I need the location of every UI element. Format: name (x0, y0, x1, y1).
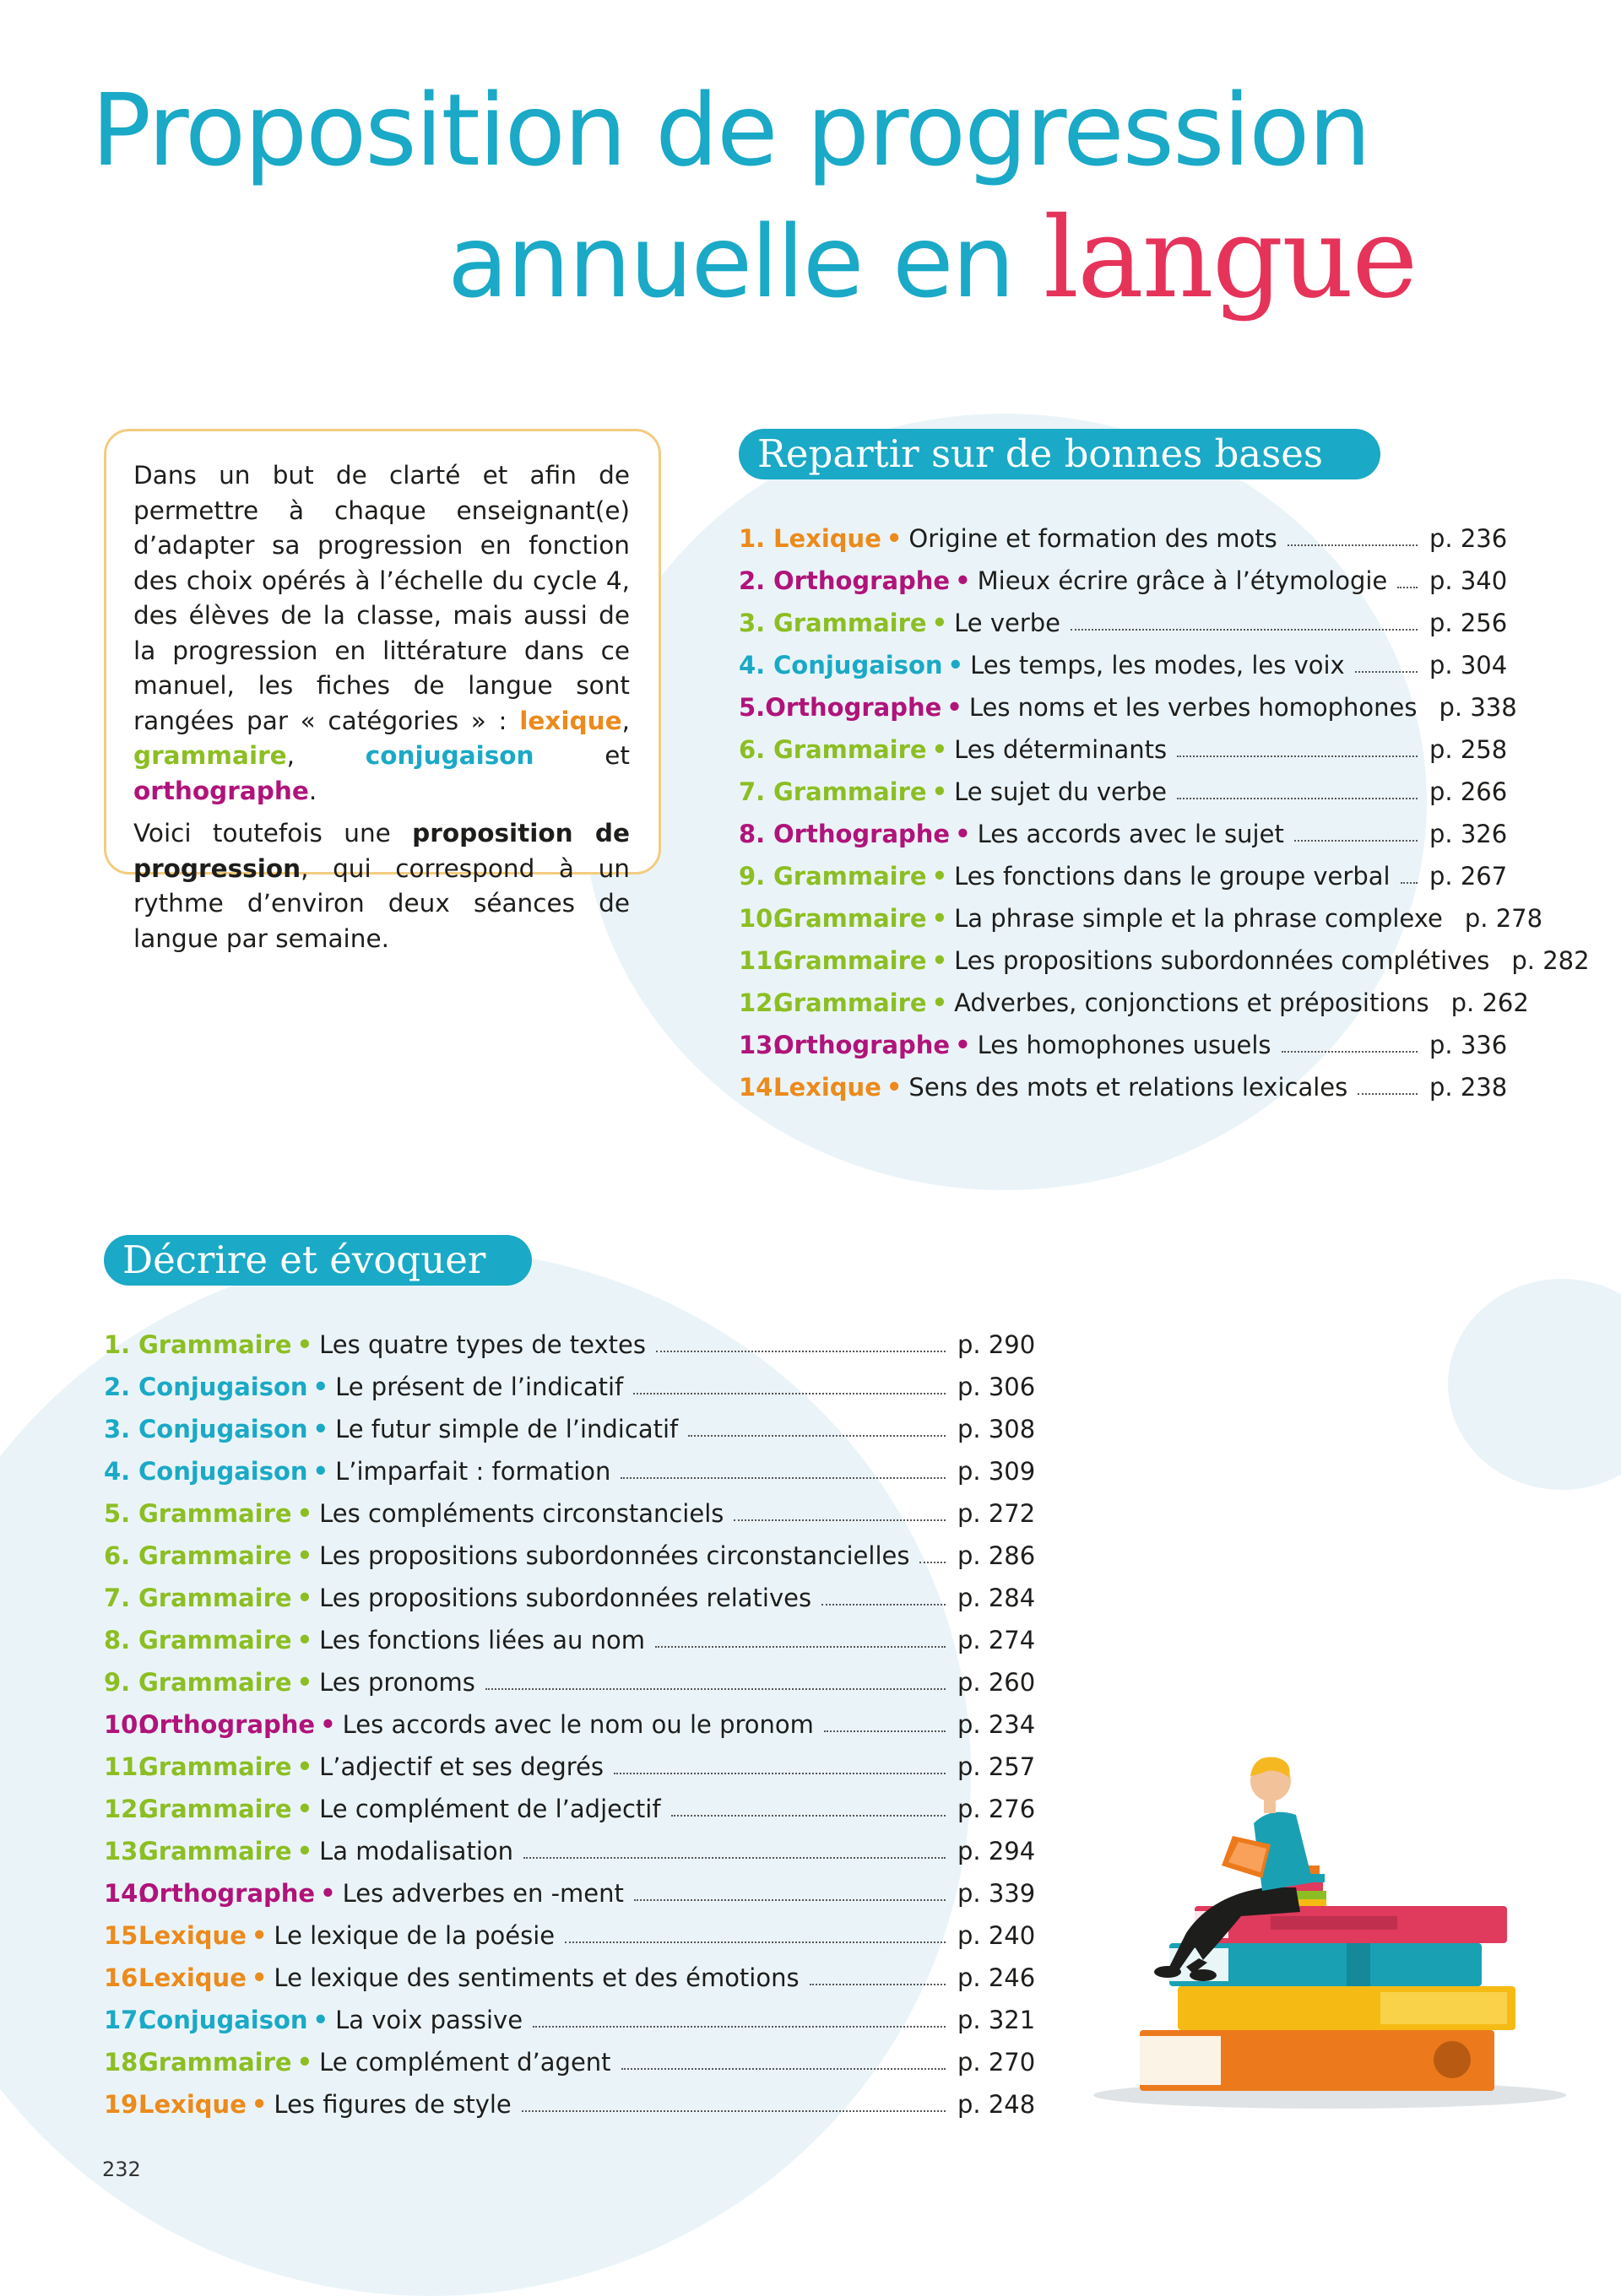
bullet-icon: • (312, 1373, 329, 1401)
toc-item (104, 1450, 1036, 1492)
bullet-icon: • (320, 1879, 336, 1908)
toc-item-topic: Le complément d’agent (319, 2048, 611, 2077)
toc-item (739, 602, 1508, 644)
toc-item-page: p. 274 (957, 1626, 1036, 1654)
toc-item (104, 1872, 1036, 1914)
toc-item (104, 1324, 1036, 1366)
toc-item-number: 7. (739, 777, 766, 806)
toc-item-topic: Mieux écrire grâce à l’étymologie (977, 566, 1388, 595)
toc-item (104, 1535, 1036, 1577)
toc-item-page: p. 336 (1429, 1031, 1508, 1059)
toc-item-topic: La voix passive (335, 2006, 523, 2034)
intro-box (104, 429, 661, 953)
bullet-icon: • (931, 988, 948, 1017)
toc-item (104, 2041, 1036, 2083)
intro-paragraph-2: Voici toutefois une proposition de progression, qui correspond à un rythme d’environ deux séances de langue par semaine. (133, 819, 630, 953)
toc-item-page: p. 304 (1429, 651, 1508, 680)
toc-item-page: p. 339 (957, 1879, 1036, 1908)
dot-leader (523, 1857, 946, 1859)
toc-item-page: p. 306 (957, 1373, 1036, 1401)
toc-item-category: Conjugaison (138, 1373, 308, 1401)
toc-item-topic: L’imparfait : formation (335, 1457, 611, 1486)
toc-item-category: Conjugaison (138, 2006, 308, 2034)
toc-item (104, 2083, 1036, 2125)
toc-item-number: 18. (104, 2048, 148, 2077)
toc-item-topic: Les temps, les modes, les voix (970, 651, 1345, 680)
dot-leader (634, 1899, 946, 1901)
toc-item-number: 11. (104, 1752, 148, 1781)
toc-item (739, 686, 1517, 728)
bullet-icon: • (296, 1330, 313, 1359)
toc-item-page: p. 260 (957, 1668, 1036, 1697)
toc-item-number: 7. (104, 1584, 131, 1612)
toc-item-page: p. 258 (1429, 735, 1508, 764)
toc-item-topic: Les compléments circonstanciels (319, 1499, 724, 1528)
dot-leader (1288, 544, 1418, 546)
toc-item-topic: Les propositions subordonnées complétives (954, 946, 1490, 975)
toc-item-topic: Le complément de l’adjectif (319, 1795, 661, 1823)
toc-item-category: Grammaire (138, 1837, 292, 1866)
toc-item-topic: Le futur simple de l’indicatif (335, 1415, 679, 1443)
toc-item (739, 771, 1508, 813)
bullet-icon: • (946, 693, 962, 722)
toc-item-number: 3. (104, 1415, 131, 1443)
toc-item-category: Grammaire (773, 988, 927, 1017)
bullet-icon: • (931, 777, 948, 806)
toc-item (104, 1408, 1036, 1450)
toc-item (739, 517, 1508, 560)
bullet-icon: • (931, 735, 948, 764)
intro-paragraph-1: Dans un but de clarté et afin de permettre à chaque enseignant(e) d’adapter sa progression en fonction des choix opérés à l’échelle du cycle 4, des élèves de la classe, mais aussi de la progression en littérature dans ce manuel, les fiches de langue sont rangées par « catégories » : lexique, grammaire, conjugaison et orthographe. (133, 461, 630, 805)
toc-item-topic: Le verbe (954, 609, 1061, 637)
toc-item-page: p. 236 (1429, 524, 1508, 553)
toc-item-category: Grammaire (138, 1752, 292, 1781)
bullet-icon: • (312, 1457, 329, 1486)
toc-item-topic: Le lexique de la poésie (274, 1921, 556, 1950)
dot-leader (533, 2026, 946, 2028)
bullet-icon: • (312, 2006, 329, 2034)
dot-leader (633, 1393, 946, 1394)
toc-item-topic: Sens des mots et relations lexicales (908, 1073, 1348, 1102)
toc-item (739, 940, 1590, 982)
dot-leader (671, 1815, 946, 1817)
toc-item-category: Lexique (773, 1073, 881, 1102)
toc-item-category: Grammaire (773, 946, 927, 975)
toc-item-number: 8. (104, 1626, 131, 1654)
dot-leader (655, 1646, 946, 1648)
toc-item (104, 1492, 1036, 1535)
keyword-conjugaison: conjugaison (365, 741, 534, 770)
dot-leader (614, 1773, 946, 1774)
bullet-icon: • (251, 2090, 268, 2119)
toc-item-topic: Les fonctions dans le groupe verbal (954, 862, 1391, 891)
dot-leader (522, 2110, 946, 2112)
toc-item-page: p. 294 (957, 1837, 1036, 1866)
dot-leader (565, 1941, 946, 1943)
bullet-icon: • (931, 609, 948, 637)
bullet-icon: • (296, 1584, 313, 1612)
toc-item-number: 10. (739, 904, 783, 933)
toc-item-topic: Les homophones usuels (977, 1031, 1271, 1059)
toc-item-topic: Le présent de l’indicatif (335, 1373, 624, 1401)
toc-item (104, 1788, 1036, 1830)
toc-item (739, 1066, 1508, 1108)
bullet-icon: • (312, 1415, 329, 1443)
toc-item-page: p. 326 (1429, 820, 1508, 848)
toc-item-page: p. 286 (957, 1541, 1036, 1570)
dot-leader (1177, 755, 1418, 757)
toc-item (739, 855, 1508, 897)
bullet-icon: • (251, 1921, 268, 1950)
bullet-icon: • (886, 524, 903, 553)
toc-item-page: p. 272 (957, 1499, 1036, 1528)
toc-item-number: 13. (739, 1031, 783, 1059)
toc-item-category: Grammaire (773, 735, 927, 764)
bullet-icon: • (296, 1752, 313, 1781)
dot-leader (621, 1477, 946, 1479)
page-title-line1: Proposition de progression (91, 72, 1370, 188)
toc-item-category: Orthographe (138, 1879, 316, 1908)
toc-item-number: 16. (104, 1963, 148, 1992)
toc-item-page: p. 276 (957, 1795, 1036, 1823)
toc-item-topic: Les fonctions liées au nom (319, 1626, 645, 1654)
toc-item (739, 560, 1508, 602)
toc-item-topic: Adverbes, conjonctions et prépositions (954, 988, 1429, 1017)
toc-item-category: Grammaire (773, 904, 927, 933)
toc-item-number: 1. (739, 524, 766, 553)
toc-item-page: p. 290 (957, 1330, 1036, 1359)
dot-leader (1358, 1093, 1418, 1095)
bullet-icon: • (955, 820, 971, 848)
toc-item-category: Lexique (773, 524, 881, 553)
toc-item-topic: La modalisation (319, 1837, 514, 1866)
toc-item-category: Grammaire (773, 609, 927, 637)
toc-item-topic: Les accords avec le sujet (977, 820, 1284, 848)
toc-item-topic: Les propositions subordonnées circonstancielles (319, 1541, 910, 1570)
toc-item-category: Lexique (138, 1963, 247, 1992)
toc-item-number: 19. (104, 2090, 148, 2119)
bullet-icon: • (931, 946, 948, 975)
bullet-icon: • (886, 1073, 903, 1102)
bullet-icon: • (931, 862, 948, 891)
toc-item-category: Lexique (138, 1921, 247, 1950)
bullet-icon: • (296, 1626, 313, 1654)
toc-item (104, 1661, 1036, 1703)
toc-item-topic: Le sujet du verbe (954, 777, 1168, 806)
toc-item-page: p. 338 (1439, 693, 1517, 722)
toc-item-category: Conjugaison (138, 1457, 308, 1486)
toc-item-category: Grammaire (138, 1668, 292, 1697)
toc-item-number: 9. (104, 1668, 131, 1697)
toc-item-category: Lexique (138, 2090, 247, 2119)
dot-leader (919, 1562, 946, 1563)
dot-leader (485, 1688, 946, 1690)
toc-item-topic: Les figures de style (274, 2090, 512, 2119)
bullet-icon: • (296, 2048, 313, 2077)
toc-item-page: p. 262 (1450, 988, 1529, 1017)
toc-item-category: Conjugaison (773, 651, 943, 680)
dot-leader (1355, 671, 1418, 673)
toc-item-category: Grammaire (138, 1541, 292, 1570)
toc-item-category: Grammaire (138, 1499, 292, 1528)
section-heading-repartir: Repartir sur de bonnes bases (739, 429, 1380, 479)
toc-item (104, 1830, 1036, 1872)
toc-item-topic: Les noms et les verbes homophones (968, 693, 1418, 722)
page-title-line2 (447, 193, 1417, 323)
toc-item-topic: Les déterminants (954, 735, 1168, 764)
toc-item-page: p. 246 (957, 1963, 1036, 1992)
toc-item-page: p. 308 (957, 1415, 1036, 1443)
toc-item-category: Orthographe (765, 693, 942, 722)
section-heading-decrire: Décrire et évoquer (104, 1235, 532, 1286)
toc-item (104, 1957, 1036, 1999)
toc-item (739, 813, 1508, 855)
bullet-icon: • (955, 566, 971, 595)
toc-item-number: 5. (739, 693, 766, 722)
bullet-icon: • (296, 1541, 313, 1570)
toc-item-category: Orthographe (138, 1710, 316, 1739)
toc-item-page: p. 282 (1511, 946, 1590, 975)
toc-item-number: 9. (739, 862, 766, 891)
toc-item-number: 3. (739, 609, 766, 637)
toc-item-category: Orthographe (773, 566, 951, 595)
toc-item (739, 728, 1508, 771)
toc-item-page: p. 248 (957, 2090, 1036, 2119)
bullet-icon: • (296, 1795, 313, 1823)
toc-item-number: 8. (739, 820, 766, 848)
toc-item (739, 897, 1543, 940)
toc-item-page: p. 266 (1429, 777, 1508, 806)
toc-item-number: 15. (104, 1921, 148, 1950)
bullet-icon: • (320, 1710, 336, 1739)
toc-item-category: Grammaire (773, 862, 927, 891)
toc-item-number: 10. (104, 1710, 148, 1739)
dot-leader (1294, 840, 1418, 842)
keyword-grammaire: grammaire (133, 741, 287, 770)
toc-item-number: 11. (739, 946, 783, 975)
toc-item (104, 1914, 1036, 1957)
toc-item-page: p. 270 (957, 2048, 1036, 2077)
bullet-icon: • (296, 1837, 313, 1866)
toc-item-number: 2. (104, 1373, 131, 1401)
dot-leader (1401, 882, 1418, 884)
bullet-icon: • (296, 1668, 313, 1697)
bullet-icon: • (296, 1499, 313, 1528)
keyword-lexique: lexique (519, 706, 622, 735)
toc-item-category: Conjugaison (138, 1415, 308, 1443)
toc-list-decrire (104, 1324, 1036, 2125)
bullet-icon: • (947, 651, 964, 680)
toc-item-number: 12. (739, 988, 783, 1017)
toc-item-page: p. 340 (1429, 566, 1508, 595)
toc-item-topic: Les accords avec le nom ou le pronom (342, 1710, 814, 1739)
toc-item-number: 14. (739, 1073, 783, 1102)
toc-item-number: 1. (104, 1330, 131, 1359)
dot-leader (1397, 587, 1418, 588)
toc-list-repartir (739, 517, 1590, 1108)
page-title-prefix: annuelle en (447, 203, 1014, 320)
background-blob-small (1448, 1279, 1621, 1490)
toc-item-page: p. 257 (957, 1752, 1036, 1781)
toc-item-topic: Origine et formation des mots (908, 524, 1277, 553)
dot-leader (688, 1435, 946, 1437)
toc-item (739, 644, 1508, 686)
dot-leader (1177, 798, 1418, 799)
toc-item-category: Grammaire (138, 1626, 292, 1654)
toc-item-number: 6. (739, 735, 766, 764)
toc-item (104, 1366, 1036, 1408)
page-number: 232 (102, 2158, 141, 2181)
toc-item-number: 14. (104, 1879, 148, 1908)
toc-item-category: Orthographe (773, 820, 951, 848)
dot-leader (656, 1351, 946, 1352)
toc-item-page: p. 309 (957, 1457, 1036, 1486)
toc-item-page: p. 234 (957, 1710, 1036, 1739)
toc-item (739, 982, 1529, 1024)
toc-item-number: 4. (104, 1457, 131, 1486)
toc-item-topic: Les quatre types de textes (319, 1330, 646, 1359)
reader-on-books-illustration-icon (1060, 1722, 1566, 2119)
bullet-icon: • (251, 1963, 268, 1992)
toc-item-number: 13. (104, 1837, 148, 1866)
toc-item-category: Grammaire (138, 1330, 292, 1359)
toc-item-topic: L’adjectif et ses degrés (319, 1752, 604, 1781)
toc-item-page: p. 267 (1429, 862, 1508, 891)
toc-item-number: 2. (739, 566, 766, 595)
dot-leader (1282, 1051, 1418, 1053)
dot-leader (821, 1604, 946, 1606)
bullet-icon: • (931, 904, 948, 933)
toc-item-topic: Les adverbes en -ment (342, 1879, 624, 1908)
toc-item-page: p. 284 (957, 1584, 1036, 1612)
toc-item (739, 1024, 1508, 1066)
toc-item-number: 17. (104, 2006, 148, 2034)
dot-leader (621, 2068, 946, 2070)
toc-item (104, 1577, 1036, 1619)
dot-leader (824, 1730, 946, 1732)
toc-item-topic: Les pronoms (319, 1668, 475, 1697)
toc-item-topic: Les propositions subordonnées relatives (319, 1584, 812, 1612)
toc-item-category: Grammaire (138, 1584, 292, 1612)
dot-leader (734, 1519, 946, 1521)
toc-item (104, 1619, 1036, 1661)
toc-item-page: p. 278 (1464, 904, 1543, 933)
toc-item-page: p. 321 (957, 2006, 1036, 2034)
toc-item-category: Grammaire (773, 777, 927, 806)
keyword-orthographe: orthographe (133, 776, 309, 805)
toc-item (104, 1703, 1036, 1746)
dot-leader (1071, 629, 1418, 631)
toc-item-number: 5. (104, 1499, 131, 1528)
toc-item (104, 1746, 1036, 1788)
toc-item-category: Orthographe (773, 1031, 951, 1059)
dot-leader (810, 1984, 946, 1985)
toc-item-number: 12. (104, 1795, 148, 1823)
bullet-icon: • (955, 1031, 971, 1059)
toc-item-page: p. 240 (957, 1921, 1036, 1950)
toc-item-page: p. 256 (1429, 609, 1508, 637)
page-title-accent: langue (1043, 193, 1417, 323)
toc-item-page: p. 238 (1429, 1073, 1508, 1102)
toc-item-topic: Le lexique des sentiments et des émotions (274, 1963, 800, 1992)
toc-item-category: Grammaire (138, 2048, 292, 2077)
toc-item-number: 4. (739, 651, 766, 680)
toc-item (104, 1999, 1036, 2041)
intro-emphasis: proposition de progression (133, 819, 630, 883)
toc-item-number: 6. (104, 1541, 131, 1570)
toc-item-topic: La phrase simple et la phrase complexe (954, 904, 1443, 933)
toc-item-category: Grammaire (138, 1795, 292, 1823)
